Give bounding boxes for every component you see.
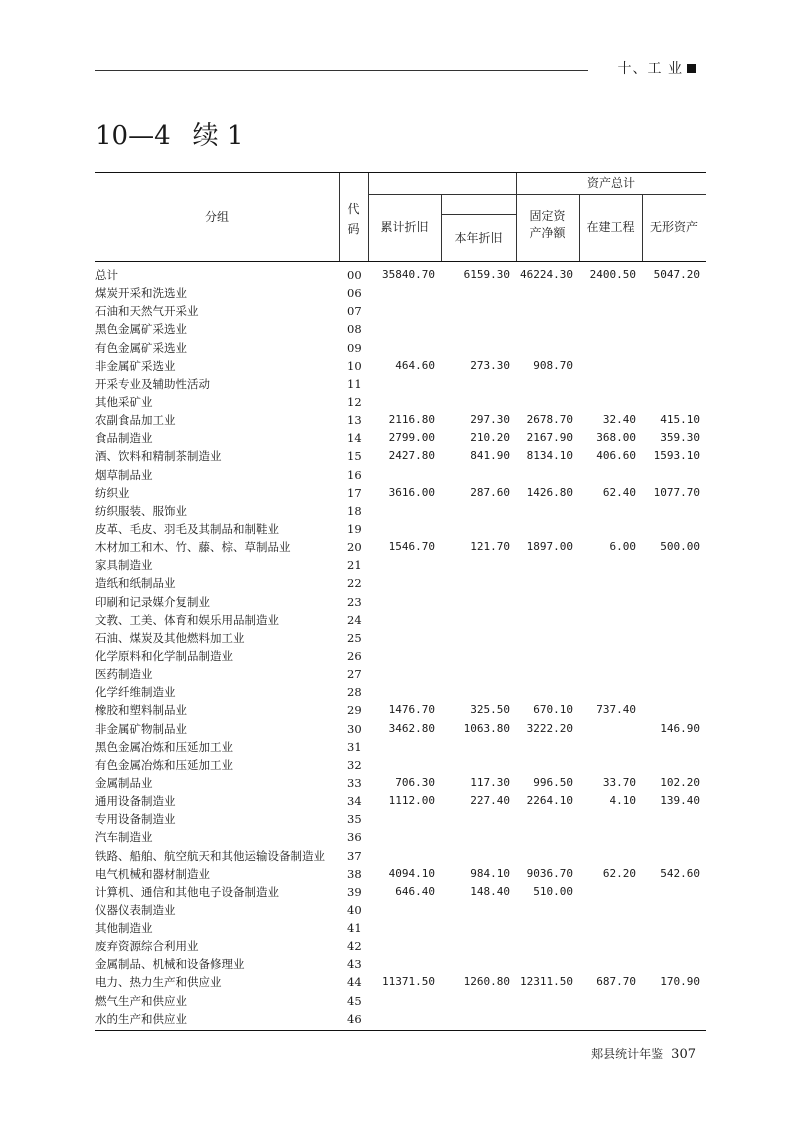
table-row (95, 611, 706, 629)
row-group-name: 木材加工和木、竹、藤、棕、草制品业 (95, 540, 291, 555)
cell-fixed-assets-net: 46224.30 (520, 268, 573, 281)
page-footer (591, 1045, 696, 1062)
row-code: 12 (347, 394, 362, 409)
table-row (95, 720, 706, 738)
cell-fixed-assets-net: 3222.20 (526, 721, 573, 735)
cell-construction-in-progress: 687.70 (596, 975, 636, 989)
statistics-table (95, 172, 706, 1031)
cell-construction-in-progress: 33.70 (602, 775, 636, 789)
row-group-name: 仪器仪表制造业 (95, 902, 176, 917)
row-group-name: 非金属矿物制品业 (95, 721, 187, 736)
table-row (95, 320, 706, 338)
table-row (95, 339, 706, 357)
row-group-name: 有色金属矿采选业 (95, 340, 187, 355)
row-group-name: 铁路、船舶、航空航天和其他运输设备制造业 (95, 848, 325, 863)
row-group-name: 有色金属冶炼和压延加工业 (95, 757, 233, 772)
row-code: 19 (347, 521, 362, 536)
cell-accumulated-depreciation: 646.40 (395, 884, 435, 898)
row-group-name: 造纸和纸制品业 (95, 576, 176, 591)
row-code: 09 (347, 340, 362, 355)
table-row (95, 937, 706, 955)
cell-fixed-assets-net: 670.10 (533, 703, 573, 717)
cell-intangible-assets: 542.60 (660, 866, 700, 880)
table-body (95, 262, 706, 1031)
row-group-name: 烟草制品业 (95, 467, 153, 482)
row-code: 13 (347, 413, 362, 428)
row-code: 23 (347, 594, 362, 609)
row-code: 21 (347, 558, 362, 573)
row-code: 35 (347, 812, 362, 827)
square-bullet-icon (687, 64, 696, 73)
table-row (95, 502, 706, 520)
row-group-name: 文教、工美、体育和娱乐用品制造业 (95, 612, 279, 627)
cell-fixed-assets-net: 908.70 (533, 358, 573, 372)
cell-fixed-assets-net: 1426.80 (526, 485, 573, 499)
cell-accumulated-depreciation: 1112.00 (388, 794, 435, 808)
row-code: 45 (347, 993, 362, 1008)
cell-intangible-assets: 139.40 (660, 794, 700, 808)
cell-construction-in-progress: 6.00 (609, 540, 636, 554)
row-code: 33 (347, 775, 362, 790)
row-code: 22 (347, 576, 362, 591)
cell-accumulated-depreciation: 35840.70 (382, 268, 435, 281)
cell-construction-in-progress: 62.40 (602, 485, 636, 499)
header-divider (441, 214, 516, 215)
table-row (95, 992, 706, 1010)
row-code: 27 (347, 667, 362, 682)
cell-fixed-assets-net: 8134.10 (526, 449, 573, 463)
table-row (95, 1010, 706, 1028)
table-row (95, 847, 706, 865)
row-code: 06 (347, 286, 362, 301)
cell-construction-in-progress: 4.10 (609, 794, 636, 808)
row-group-name: 家具制造业 (95, 558, 153, 573)
table-row (95, 647, 706, 665)
row-code: 29 (347, 703, 362, 718)
table-row (95, 266, 706, 284)
header-rule (95, 70, 588, 71)
cell-accumulated-depreciation: 3616.00 (388, 485, 435, 499)
row-group-name: 总计 (95, 268, 118, 282)
column-header-current-year-depreciation: 本年折旧 (454, 231, 503, 245)
table-row (95, 973, 706, 991)
row-code: 40 (347, 902, 362, 917)
row-group-name: 黑色金属矿采选业 (95, 322, 187, 337)
table-row (95, 375, 706, 393)
row-group-name: 其他制造业 (95, 921, 153, 936)
cell-accumulated-depreciation: 2799.00 (388, 431, 435, 445)
table-number: 10—4 (95, 121, 171, 151)
row-group-name: 电气机械和器材制造业 (95, 866, 210, 881)
row-group-name: 金属制品业 (95, 775, 153, 790)
cell-fixed-assets-net: 996.50 (533, 775, 573, 789)
table-row (95, 919, 706, 937)
table-row (95, 411, 706, 429)
row-group-name: 橡胶和塑料制品业 (95, 703, 187, 718)
header-divider (339, 173, 340, 261)
page-number: 307 (671, 1047, 696, 1062)
cell-accumulated-depreciation: 1546.70 (388, 540, 435, 554)
cell-intangible-assets: 146.90 (660, 721, 700, 735)
table-row (95, 429, 706, 447)
table-row (95, 810, 706, 828)
row-code: 31 (347, 739, 362, 754)
cell-fixed-assets-net: 1897.00 (526, 540, 573, 554)
table-continuation: 续 1 (192, 121, 244, 151)
table-row (95, 828, 706, 846)
cell-accumulated-depreciation: 2427.80 (388, 449, 435, 463)
row-group-name: 食品制造业 (95, 431, 153, 446)
column-header-accumulated-depreciation: 累计折旧 (380, 220, 429, 234)
row-code: 39 (347, 884, 362, 899)
row-code: 41 (347, 921, 362, 936)
table-row (95, 556, 706, 574)
cell-accumulated-depreciation: 4094.10 (388, 866, 435, 880)
cell-fixed-assets-net: 12311.50 (520, 975, 573, 989)
table-row (95, 774, 706, 792)
header-divider (368, 173, 369, 261)
cell-fixed-assets-net: 510.00 (533, 884, 573, 898)
table-row (95, 484, 706, 502)
row-code: 25 (347, 630, 362, 645)
row-group-name: 印刷和记录媒介复制业 (95, 594, 210, 609)
row-code: 44 (347, 975, 362, 990)
row-group-name: 纺织业 (95, 485, 130, 500)
cell-current-year-depreciation: 210.20 (470, 431, 510, 445)
column-header-code: 代码 (347, 202, 360, 236)
cell-fixed-assets-net: 2264.10 (526, 794, 573, 808)
chapter-heading (618, 58, 696, 78)
cell-current-year-depreciation: 227.40 (470, 794, 510, 808)
column-header-construction-in-progress: 在建工程 (586, 220, 635, 234)
row-code: 46 (347, 1011, 362, 1026)
row-code: 14 (347, 431, 362, 446)
table-row (95, 520, 706, 538)
cell-construction-in-progress: 737.40 (596, 703, 636, 717)
row-group-name: 石油和天然气开采业 (95, 304, 199, 319)
table-row (95, 593, 706, 611)
table-row (95, 538, 706, 556)
column-header-fixed-assets-net: 固定资产净额 (529, 209, 566, 240)
row-group-name: 纺织服装、服饰业 (95, 503, 187, 518)
chapter-label: 十、工 业 (617, 61, 683, 77)
row-group-name: 黑色金属冶炼和压延加工业 (95, 739, 233, 754)
row-group-name: 酒、饮料和精制茶制造业 (95, 449, 222, 464)
cell-intangible-assets: 102.20 (660, 775, 700, 789)
row-group-name: 煤炭开采和洗选业 (95, 286, 187, 301)
cell-construction-in-progress: 32.40 (602, 413, 636, 427)
row-group-name: 皮革、毛皮、羽毛及其制品和制鞋业 (95, 521, 279, 536)
row-code: 11 (347, 376, 362, 391)
cell-current-year-depreciation: 6159.30 (463, 268, 510, 281)
cell-current-year-depreciation: 841.90 (470, 449, 510, 463)
row-code: 24 (347, 612, 362, 627)
cell-current-year-depreciation: 1063.80 (463, 721, 510, 735)
row-code: 36 (347, 830, 362, 845)
row-group-name: 计算机、通信和其他电子设备制造业 (95, 884, 279, 899)
row-group-name: 通用设备制造业 (95, 794, 176, 809)
table-row (95, 883, 706, 901)
cell-intangible-assets: 1077.70 (653, 485, 700, 499)
cell-intangible-assets: 500.00 (660, 540, 700, 554)
row-code: 26 (347, 648, 362, 663)
cell-fixed-assets-net: 9036.70 (526, 866, 573, 880)
row-code: 20 (347, 540, 362, 555)
cell-intangible-assets: 415.10 (660, 413, 700, 427)
cell-accumulated-depreciation: 464.60 (395, 358, 435, 372)
cell-accumulated-depreciation: 3462.80 (388, 721, 435, 735)
table-row (95, 865, 706, 883)
cell-construction-in-progress: 62.20 (602, 866, 636, 880)
table-row (95, 701, 706, 719)
row-group-name: 医药制造业 (95, 667, 153, 682)
row-code: 28 (347, 685, 362, 700)
cell-intangible-assets: 359.30 (660, 431, 700, 445)
cell-accumulated-depreciation: 11371.50 (382, 975, 435, 989)
row-code: 10 (347, 358, 362, 373)
row-group-name: 水的生产和供应业 (95, 1011, 187, 1026)
cell-accumulated-depreciation: 706.30 (395, 775, 435, 789)
table-row (95, 574, 706, 592)
column-header-total-assets: 资产总计 (586, 176, 635, 190)
cell-current-year-depreciation: 287.60 (470, 485, 510, 499)
cell-accumulated-depreciation: 2116.80 (388, 413, 435, 427)
cell-current-year-depreciation: 984.10 (470, 866, 510, 880)
row-group-name: 汽车制造业 (95, 830, 153, 845)
cell-current-year-depreciation: 148.40 (470, 884, 510, 898)
cell-accumulated-depreciation: 1476.70 (388, 703, 435, 717)
cell-current-year-depreciation: 121.70 (470, 540, 510, 554)
cell-current-year-depreciation: 325.50 (470, 703, 510, 717)
table-row (95, 683, 706, 701)
row-code: 18 (347, 503, 362, 518)
cell-intangible-assets: 5047.20 (653, 268, 700, 281)
row-group-name: 非金属矿采选业 (95, 358, 176, 373)
row-code: 17 (347, 485, 362, 500)
row-code: 42 (347, 939, 362, 954)
cell-construction-in-progress: 368.00 (596, 431, 636, 445)
row-group-name: 开采专业及辅助性活动 (95, 376, 210, 391)
column-header-intangible-assets: 无形资产 (649, 220, 698, 234)
table-row (95, 756, 706, 774)
row-code: 38 (347, 866, 362, 881)
table-row (95, 901, 706, 919)
row-group-name: 废弃资源综合利用业 (95, 939, 199, 954)
row-code: 37 (347, 848, 362, 863)
row-code: 00 (347, 268, 362, 282)
row-group-name: 石油、煤炭及其他燃料加工业 (95, 630, 245, 645)
table-row (95, 665, 706, 683)
table-row (95, 792, 706, 810)
row-code: 43 (347, 957, 362, 972)
yearbook-name: 郏县统计年鉴 (591, 1047, 664, 1061)
row-code: 08 (347, 322, 362, 337)
row-code: 15 (347, 449, 362, 464)
table-row (95, 302, 706, 320)
cell-current-year-depreciation: 297.30 (470, 413, 510, 427)
cell-fixed-assets-net: 2167.90 (526, 431, 573, 445)
table-title (95, 115, 243, 152)
table-row (95, 393, 706, 411)
header-divider (441, 194, 442, 261)
row-group-name: 燃气生产和供应业 (95, 993, 187, 1008)
table-row (95, 738, 706, 756)
cell-intangible-assets: 1593.10 (653, 449, 700, 463)
row-group-name: 金属制品、机械和设备修理业 (95, 957, 245, 972)
row-group-name: 其他采矿业 (95, 394, 153, 409)
row-group-name: 农副食品加工业 (95, 413, 176, 428)
cell-construction-in-progress: 2400.50 (589, 268, 636, 281)
row-code: 32 (347, 757, 362, 772)
header-divider (368, 194, 706, 195)
row-code: 30 (347, 721, 362, 736)
table-row (95, 955, 706, 973)
table-row (95, 284, 706, 302)
cell-current-year-depreciation: 1260.80 (463, 975, 510, 989)
row-group-name: 化学原料和化学制品制造业 (95, 648, 233, 663)
table-row (95, 447, 706, 465)
row-group-name: 化学纤维制造业 (95, 685, 176, 700)
row-code: 34 (347, 794, 362, 809)
row-code: 16 (347, 467, 362, 482)
cell-current-year-depreciation: 273.30 (470, 358, 510, 372)
table-row (95, 629, 706, 647)
cell-intangible-assets: 170.90 (660, 975, 700, 989)
table-row (95, 466, 706, 484)
column-header-group: 分组 (204, 210, 229, 224)
cell-current-year-depreciation: 117.30 (470, 775, 510, 789)
table-header (95, 172, 706, 262)
row-code: 07 (347, 304, 362, 319)
row-group-name: 专用设备制造业 (95, 812, 176, 827)
cell-construction-in-progress: 406.60 (596, 449, 636, 463)
table-row (95, 357, 706, 375)
cell-fixed-assets-net: 2678.70 (526, 413, 573, 427)
row-group-name: 电力、热力生产和供应业 (95, 975, 222, 990)
